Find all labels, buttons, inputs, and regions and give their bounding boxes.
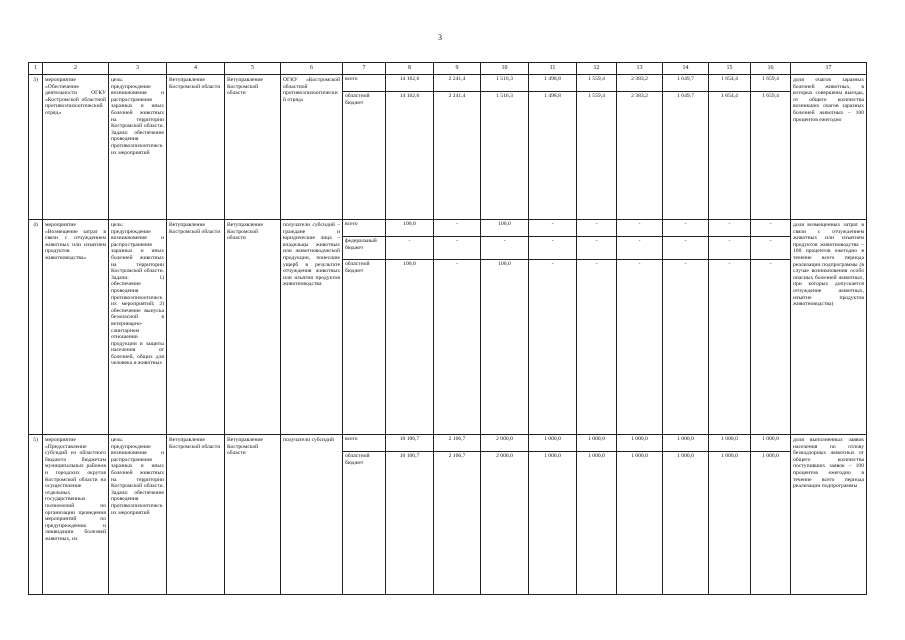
row-number-cell: 4) bbox=[29, 220, 43, 435]
amount-value: - bbox=[577, 237, 616, 260]
amount-value: - bbox=[663, 237, 708, 260]
amount-cell bbox=[709, 75, 751, 220]
amount-cell bbox=[529, 220, 577, 435]
amount-value: 2 106,7 bbox=[434, 435, 480, 452]
amount-cell bbox=[663, 75, 709, 220]
amount-value: 1 000,0 bbox=[721, 453, 738, 459]
amount-cell bbox=[751, 435, 791, 595]
measure-cell: мероприятие «Предоставление субсидий из областного бюджета бюджетам муниципальных районов и городских округов Костромской области на осуществление отдельных государственных полномочий по организации проведения мероприятий по предупреждению и ликвидации болезней животных, их bbox=[43, 435, 109, 595]
amount-value: - bbox=[595, 261, 598, 267]
column-number-cell: 6 bbox=[281, 63, 343, 75]
amount-value: - bbox=[456, 261, 458, 267]
measure-cell: мероприятие «Возмещение затрат в связи с отчуждением животных или изъятием продуктов животноводства» bbox=[43, 220, 109, 435]
column-number-cell: 3 bbox=[109, 63, 167, 75]
amount-cell bbox=[709, 220, 751, 435]
amount-value: 2 383,2 bbox=[631, 93, 648, 99]
amount-value: 2 241,4 bbox=[448, 93, 466, 99]
amount-cell bbox=[751, 75, 791, 220]
amount-cell bbox=[529, 75, 577, 220]
indicator-cell: доля очагов заразных болезней животных, в которых совершены выезды, от общего количества возникших очагов заразных болезней животных – 100 процентов ежегодно bbox=[791, 75, 867, 220]
amount-cell bbox=[386, 75, 434, 220]
amount-value: - bbox=[638, 261, 641, 267]
column-number-cell: 4 bbox=[167, 63, 225, 75]
amount-value: 1 000,0 bbox=[677, 453, 694, 459]
funding-source-label: всего bbox=[343, 435, 385, 452]
amount-cell bbox=[709, 435, 751, 595]
amount-value: 2 106,7 bbox=[448, 453, 466, 459]
executor-cell: Ветуправление Костромской области bbox=[225, 75, 281, 220]
amount-value: - bbox=[434, 220, 480, 237]
table-row bbox=[29, 435, 867, 595]
amount-value: 14 162,6 bbox=[399, 93, 420, 99]
amount-value: 2 383,2 bbox=[617, 75, 662, 92]
amount-value: 1 000,0 bbox=[663, 435, 708, 452]
indicator-cell: доля выполненных заявок населения по отлову безнадзорных животных от общего количества поступивших заявок – 100 процентов ежегодно в течение всего периода реализации подпрограммы bbox=[791, 435, 867, 595]
page-number: 3 bbox=[438, 33, 442, 42]
amount-value: 1 654,4 bbox=[709, 75, 750, 92]
amount-value: 1 000,0 bbox=[709, 435, 750, 452]
coordinator-cell: Ветуправление Костромской области bbox=[167, 220, 225, 435]
amount-value: - bbox=[769, 261, 772, 267]
goal-cell: цель: предупреждение возникновения и распространения заразных и иных болезней животных на территории Костромской области. Задачи: 1) обеспечение проведения противоэпизоотических мероприятий; 2) обеспечение выпуска безопасной в ветеринарно-санитарном отношении продукции и защиты населения от болезней, общих для человека и животных bbox=[109, 220, 167, 435]
goal-cell: цель: предупреждение возникновения и распространения заразных и иных болезней животных на территории Костромской области. Задача: обеспечение проведения противоэпизоотических мероприятий bbox=[109, 435, 167, 595]
amount-value: - bbox=[684, 261, 687, 267]
amount-value: 100,0 bbox=[498, 261, 511, 267]
column-number-cell: 15 bbox=[709, 63, 751, 75]
amount-cell bbox=[577, 75, 617, 220]
amount-cell bbox=[481, 220, 529, 435]
recipient-cell: получатели субсидий bbox=[281, 435, 343, 595]
column-number-cell: 9 bbox=[434, 63, 481, 75]
table-row bbox=[29, 220, 867, 435]
amount-value: 1 654,4 bbox=[721, 93, 738, 99]
amount-value: - bbox=[434, 237, 480, 260]
column-number-cell: 14 bbox=[663, 63, 709, 75]
amount-value: 1 659,4 bbox=[751, 75, 790, 92]
amount-value: 14 162,6 bbox=[386, 75, 433, 92]
coordinator-cell: Ветуправление Костромской области bbox=[167, 435, 225, 595]
amount-value: - bbox=[728, 261, 731, 267]
amount-cell bbox=[481, 435, 529, 595]
funding-source-label: всего bbox=[343, 220, 385, 237]
amount-cell bbox=[577, 435, 617, 595]
amount-cell bbox=[434, 220, 481, 435]
amount-cell bbox=[577, 220, 617, 435]
column-number-cell: 12 bbox=[577, 63, 617, 75]
column-number-cell: 8 bbox=[386, 63, 434, 75]
amount-value: 1 516,3 bbox=[481, 75, 528, 92]
column-number-cell: 13 bbox=[617, 63, 663, 75]
column-number-cell: 11 bbox=[529, 63, 577, 75]
column-number-cell: 1 bbox=[29, 63, 43, 75]
amount-value: 1 000,0 bbox=[762, 453, 779, 459]
amount-value: 1 000,0 bbox=[617, 435, 662, 452]
amount-value: 1 000,0 bbox=[544, 453, 561, 459]
column-number-cell: 7 bbox=[343, 63, 386, 75]
program-measures-table bbox=[28, 62, 867, 595]
amount-value: 1 659,4 bbox=[762, 93, 779, 99]
amount-value: 1 649,7 bbox=[663, 75, 708, 92]
amount-value: 1 000,0 bbox=[631, 453, 648, 459]
amount-value: 1 559,4 bbox=[577, 75, 616, 92]
amount-value: 10 106,7 bbox=[399, 453, 420, 459]
amount-value: - bbox=[663, 220, 708, 237]
recipient-cell: ОГКУ «Костромской областной противоэпизоотический отряд» bbox=[281, 75, 343, 220]
amount-cell bbox=[663, 435, 709, 595]
indicator-cell: доля возмещенных затрат в связи с отчуждением животных или изъятием продуктов животноводства – 100 процентов ежегодно в течение всего периода реализации подпрограммы (в случае возникновения особо опасных болезней животных, при которых допускается отчуждение животных, изъятие продуктов животноводства) bbox=[791, 220, 867, 435]
amount-value: - bbox=[577, 220, 616, 237]
amount-cell bbox=[434, 75, 481, 220]
amount-value: 2 241,4 bbox=[434, 75, 480, 92]
amount-value: - bbox=[551, 261, 554, 267]
funding-source-cell bbox=[343, 75, 386, 220]
funding-source-cell bbox=[343, 435, 386, 595]
column-number-cell: 17 bbox=[791, 63, 867, 75]
amount-cell bbox=[434, 435, 481, 595]
column-number-cell: 16 bbox=[751, 63, 791, 75]
amount-cell bbox=[617, 220, 663, 435]
recipient-cell: получатели субсидий – граждане и юридические лица – владельцы животных или животноводческой продукции, понесшие ущерб в результате отчуждения животных или изъятия продуктов животноводства bbox=[281, 220, 343, 435]
funding-source-label: областной бюджет bbox=[345, 261, 370, 274]
goal-cell: цель: предупреждение возникновения и распространения заразных и иных болезней животных на территории Костромской области. Задача: обеспечение проведения противоэпизоотических мероприятий bbox=[109, 75, 167, 220]
amount-value: 2 000,0 bbox=[481, 435, 528, 452]
amount-value: 1 498,8 bbox=[544, 93, 561, 99]
amount-value: 1 000,0 bbox=[577, 435, 616, 452]
funding-source-label: областной бюджет bbox=[345, 93, 370, 106]
amount-value: 100,0 bbox=[403, 261, 416, 267]
amount-value: 1 559,4 bbox=[588, 93, 605, 99]
amount-value: 10 106,7 bbox=[386, 435, 433, 452]
executor-cell: Ветуправление Костромской области bbox=[225, 220, 281, 435]
row-number-cell: 3) bbox=[29, 75, 43, 220]
column-number-cell: 2 bbox=[43, 63, 109, 75]
amount-value: - bbox=[617, 220, 662, 237]
amount-value: - bbox=[529, 220, 576, 237]
funding-source-label: федеральный бюджет bbox=[343, 237, 385, 260]
amount-value: 100,0 bbox=[481, 220, 528, 237]
amount-cell bbox=[481, 75, 529, 220]
amount-cell bbox=[386, 435, 434, 595]
amount-value: 100,0 bbox=[386, 220, 433, 237]
measure-cell: мероприятие «Обеспечение деятельности ОГКУ «Костромской областной противоэпизоотический отряд» bbox=[43, 75, 109, 220]
amount-value: 1 000,0 bbox=[588, 453, 605, 459]
amount-value: 1 498,8 bbox=[529, 75, 576, 92]
coordinator-cell: Ветуправление Костромской области bbox=[167, 75, 225, 220]
amount-cell bbox=[617, 75, 663, 220]
amount-value: - bbox=[386, 237, 433, 260]
amount-value: - bbox=[751, 237, 790, 260]
amount-value: - bbox=[617, 237, 662, 260]
column-number-cell: 10 bbox=[481, 63, 529, 75]
amount-value: 1 649,7 bbox=[677, 93, 694, 99]
amount-value: - bbox=[709, 220, 750, 237]
table-row bbox=[29, 75, 867, 220]
amount-value: 2 000,0 bbox=[496, 453, 513, 459]
amount-cell bbox=[529, 435, 577, 595]
funding-source-label: областной бюджет bbox=[345, 453, 370, 466]
column-number-cell: 5 bbox=[225, 63, 281, 75]
amount-value: 1 000,0 bbox=[529, 435, 576, 452]
amount-value: 1 516,3 bbox=[496, 93, 513, 99]
funding-source-cell bbox=[343, 220, 386, 435]
funding-source-label: всего bbox=[343, 75, 385, 92]
amount-value: - bbox=[481, 237, 528, 260]
row-number-cell: 5) bbox=[29, 435, 43, 595]
amount-value: - bbox=[529, 237, 576, 260]
amount-value: 1 000,0 bbox=[751, 435, 790, 452]
executor-cell: Ветуправление Костромской области bbox=[225, 435, 281, 595]
amount-value: - bbox=[709, 237, 750, 260]
amount-cell bbox=[617, 435, 663, 595]
amount-value: - bbox=[751, 220, 790, 237]
amount-cell bbox=[386, 220, 434, 435]
amount-cell bbox=[751, 220, 791, 435]
amount-cell bbox=[663, 220, 709, 435]
header-row bbox=[29, 63, 867, 75]
